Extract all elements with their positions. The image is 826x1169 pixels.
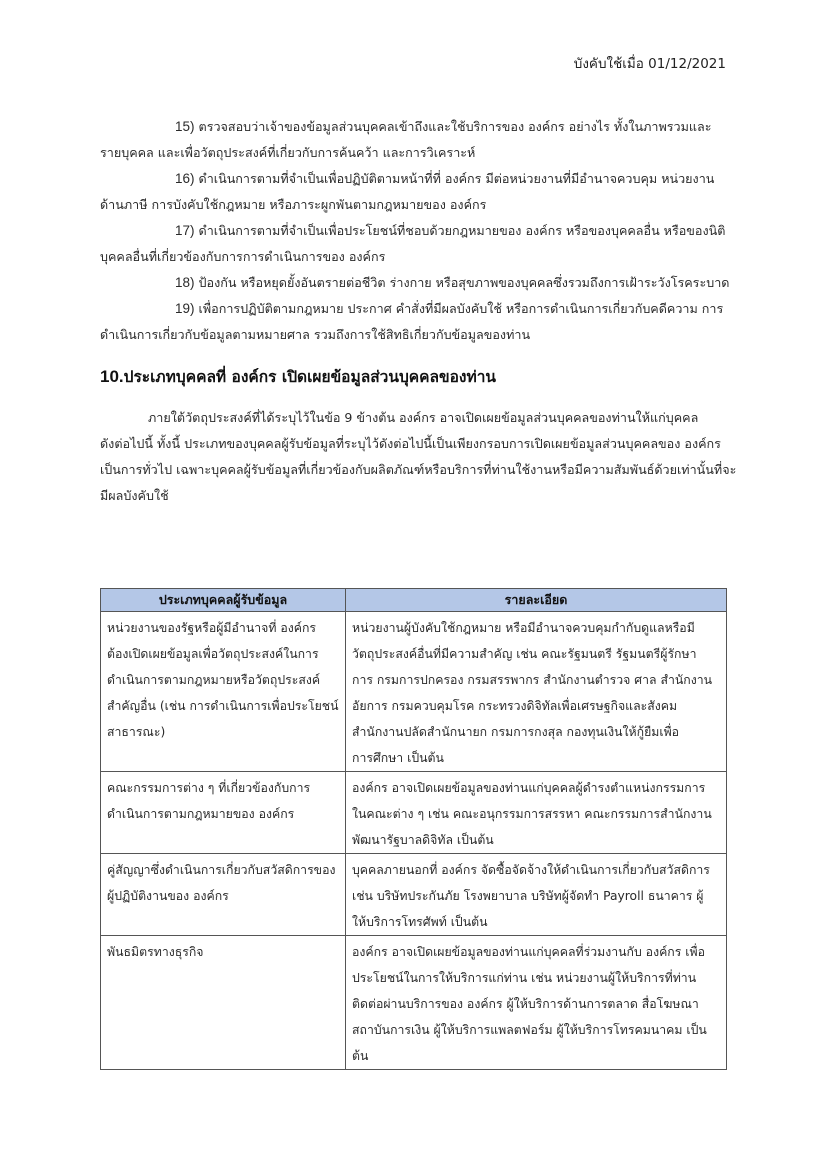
recipient-type-cell — [101, 772, 346, 854]
cell-line: วัตถุประสงค์อื่นที่มีความสำคัญ เช่น คณะรัฐมนตรี รัฐมนตรีผู้รักษา — [352, 647, 697, 661]
item-text: บุคคลอื่นที่เกี่ยวข้องกับการการดำเนินการของ องค์กร — [100, 249, 386, 264]
cell-line: สำนักงานปลัดสำนักนายก กรมการกงสุล กองทุนเงินให้กู้ยืมเพื่อ — [352, 725, 680, 739]
cell-line: คู่สัญญาซึ่งดำเนินการเกี่ยวกับสวัสดิการของ — [107, 863, 336, 877]
cell-line: หน่วยงานผู้บังคับใช้กฎหมาย หรือมีอำนาจควบคุมกำกับดูแลหรือมี — [352, 621, 695, 635]
item-text: ดำเนินการเกี่ยวกับข้อมูลตามหมายศาล รวมถึงการใช้สิทธิเกี่ยวกับข้อมูลของท่าน — [100, 327, 531, 342]
cell-line: ในคณะต่าง ๆ เช่น คณะอนุกรรมการสรรหา คณะกรรมการสำนักงาน — [352, 807, 712, 821]
item-text: รายบุคคล และเพื่อวัตถุประสงค์ที่เกี่ยวกับการค้นคว้า และการวิเคราะห์ — [100, 145, 476, 160]
item-text: ตรวจสอบว่าเจ้าของข้อมูลส่วนบุคคลเข้าถึงและใช้บริการของ องค์กร อย่างไร ทั้งในภาพรวมและ — [198, 119, 712, 134]
cell-line: สาธารณะ) — [107, 725, 166, 739]
item-number: 16) — [175, 171, 195, 186]
cell-line: องค์กร อาจเปิดเผยข้อมูลของท่านแก่บุคคลผู้ดำรงตำแหน่งกรรมการ — [352, 781, 706, 795]
table-header-row — [101, 589, 727, 612]
cell-line: สถาบันการเงิน ผู้ให้บริการแพลตฟอร์ม ผู้ให้บริการโทรคมนาคม เป็น — [352, 1023, 707, 1037]
list-item-19 — [100, 296, 726, 348]
list-item-18 — [100, 270, 730, 296]
intro-line: ภายใต้วัตถุประสงค์ที่ได้ระบุไว้ในข้อ 9 ข้างต้น องค์กร อาจเปิดเผยข้อมูลส่วนบุคคลของท่านให้แก่บุคคล — [148, 410, 699, 425]
section-heading — [100, 364, 496, 389]
cell-line: ดำเนินการตามกฎหมายหรือวัตถุประสงค์ — [107, 673, 321, 687]
list-item-15 — [100, 114, 726, 166]
column-header-recipient-type: ประเภทบุคคลผู้รับข้อมูล — [101, 589, 346, 612]
table-row — [101, 854, 727, 936]
cell-line: การ กรมการปกครอง กรมสรรพากร สำนักงานตำรวจ ศาล สำนักงาน — [352, 673, 713, 687]
details-cell — [346, 772, 727, 854]
cell-line: พันธมิตรทางธุรกิจ — [107, 945, 204, 959]
cell-line: คณะกรรมการต่าง ๆ ที่เกี่ยวข้องกับการ — [107, 781, 311, 795]
cell-line: ต้องเปิดเผยข้อมูลเพื่อวัตถุประสงค์ในการ — [107, 647, 319, 661]
section-title: ประเภทบุคคลที่ องค์กร เปิดเผยข้อมูลส่วนบุคคลของท่าน — [123, 368, 497, 386]
cell-line: พัฒนารัฐบาลดิจิทัล เป็นต้น — [352, 833, 494, 847]
item-text: ป้องกัน หรือหยุดยั้งอันตรายต่อชีวิต ร่างกาย หรือสุขภาพของบุคคลซึ่งรวมถึงการเฝ้าระวังโรคระบาด — [198, 275, 730, 290]
cell-line: ติดต่อผ่านบริการของ องค์กร ผู้ให้บริการด้านการตลาด สื่อโฆษณา — [352, 997, 699, 1011]
cell-line: อัยการ กรมควบคุมโรค กระทรวงดิจิทัลเพื่อเศรษฐกิจและสังคม — [352, 699, 678, 713]
item-text: ดำเนินการตามที่จำเป็นเพื่อปฏิบัติตามหน้าที่ที่ องค์กร มีต่อหน่วยงานที่มีอำนาจควบคุม หน่วยงาน — [198, 171, 715, 186]
table-row — [101, 772, 727, 854]
recipient-type-cell — [101, 612, 346, 772]
section-intro — [100, 405, 737, 509]
cell-line: ต้น — [352, 1049, 369, 1063]
item-text: ดำเนินการตามที่จำเป็นเพื่อประโยชน์ที่ชอบด้วยกฎหมายของ องค์กร หรือของบุคคลอื่น หรือของนิติ — [198, 223, 726, 238]
item-number: 15) — [175, 119, 195, 134]
item-text: ด้านภาษี การบังคับใช้กฎหมาย หรือภาระผูกพันตามกฎหมายของ องค์กร — [100, 197, 487, 212]
details-cell — [346, 854, 727, 936]
cell-line: ผู้ปฏิบัติงานของ องค์กร — [107, 889, 229, 903]
intro-line: เป็นการทั่วไป เฉพาะบุคคลผู้รับข้อมูลที่เกี่ยวข้องกับผลิตภัณฑ์หรือบริการที่ท่านใช้งานหรือมีความสัมพันธ์ด้วยเท่านั้นที่จะ — [100, 462, 737, 477]
cell-line: บุคคลภายนอกที่ องค์กร จัดซื้อจัดจ้างให้ดำเนินการเกี่ยวกับสวัสดิการ — [352, 863, 710, 877]
column-header-details: รายละเอียด — [346, 589, 727, 612]
item-number: 17) — [175, 223, 195, 238]
section-number: 10. — [100, 367, 124, 386]
item-number: 19) — [175, 301, 195, 316]
cell-line: องค์กร อาจเปิดเผยข้อมูลของท่านแก่บุคคลที่ร่วมงานกับ องค์กร เพื่อ — [352, 945, 705, 959]
list-item-17 — [100, 218, 726, 270]
list-item-16 — [100, 166, 726, 218]
recipient-type-cell — [101, 854, 346, 936]
cell-line: เช่น บริษัทประกันภัย โรงพยาบาล บริษัทผู้จัดทำ Payroll ธนาคาร ผู้ — [352, 889, 704, 903]
table-row — [101, 936, 727, 1070]
item-number: 18) — [175, 275, 195, 290]
recipients-table — [100, 588, 727, 1070]
intro-line: ดังต่อไปนี้ ทั้งนี้ ประเภทของบุคคลผู้รับข้อมูลที่ระบุไว้ดังต่อไปนี้เป็นเพียงกรอบการเปิดเผยข้อมูลส่วนบุคคลของ องค์กร — [100, 436, 721, 451]
cell-line: ให้บริการโทรศัพท์ เป็นต้น — [352, 915, 488, 929]
cell-line: ประโยชน์ในการให้บริการแก่ท่าน เช่น หน่วยงานผู้ให้บริการที่ท่าน — [352, 971, 697, 985]
effective-date: บังคับใช้เมื่อ 01/12/2021 — [573, 56, 726, 72]
cell-line: การศึกษา เป็นต้น — [352, 751, 444, 765]
intro-line: มีผลบังคับใช้ — [100, 488, 169, 503]
details-cell — [346, 936, 727, 1070]
details-cell — [346, 612, 727, 772]
cell-line: หน่วยงานของรัฐหรือผู้มีอำนาจที่ องค์กร — [107, 621, 317, 635]
recipient-type-cell — [101, 936, 346, 1070]
cell-line: สำคัญอื่น (เช่น การดำเนินการเพื่อประโยชน์ — [107, 699, 339, 713]
cell-line: ดำเนินการตามกฎหมายของ องค์กร — [107, 807, 295, 821]
item-text: เพื่อการปฏิบัติตามกฎหมาย ประกาศ คำสั่งที่มีผลบังคับใช้ หรือการดำเนินการเกี่ยวกับคดีความ การ — [198, 301, 724, 316]
table-row — [101, 612, 727, 772]
